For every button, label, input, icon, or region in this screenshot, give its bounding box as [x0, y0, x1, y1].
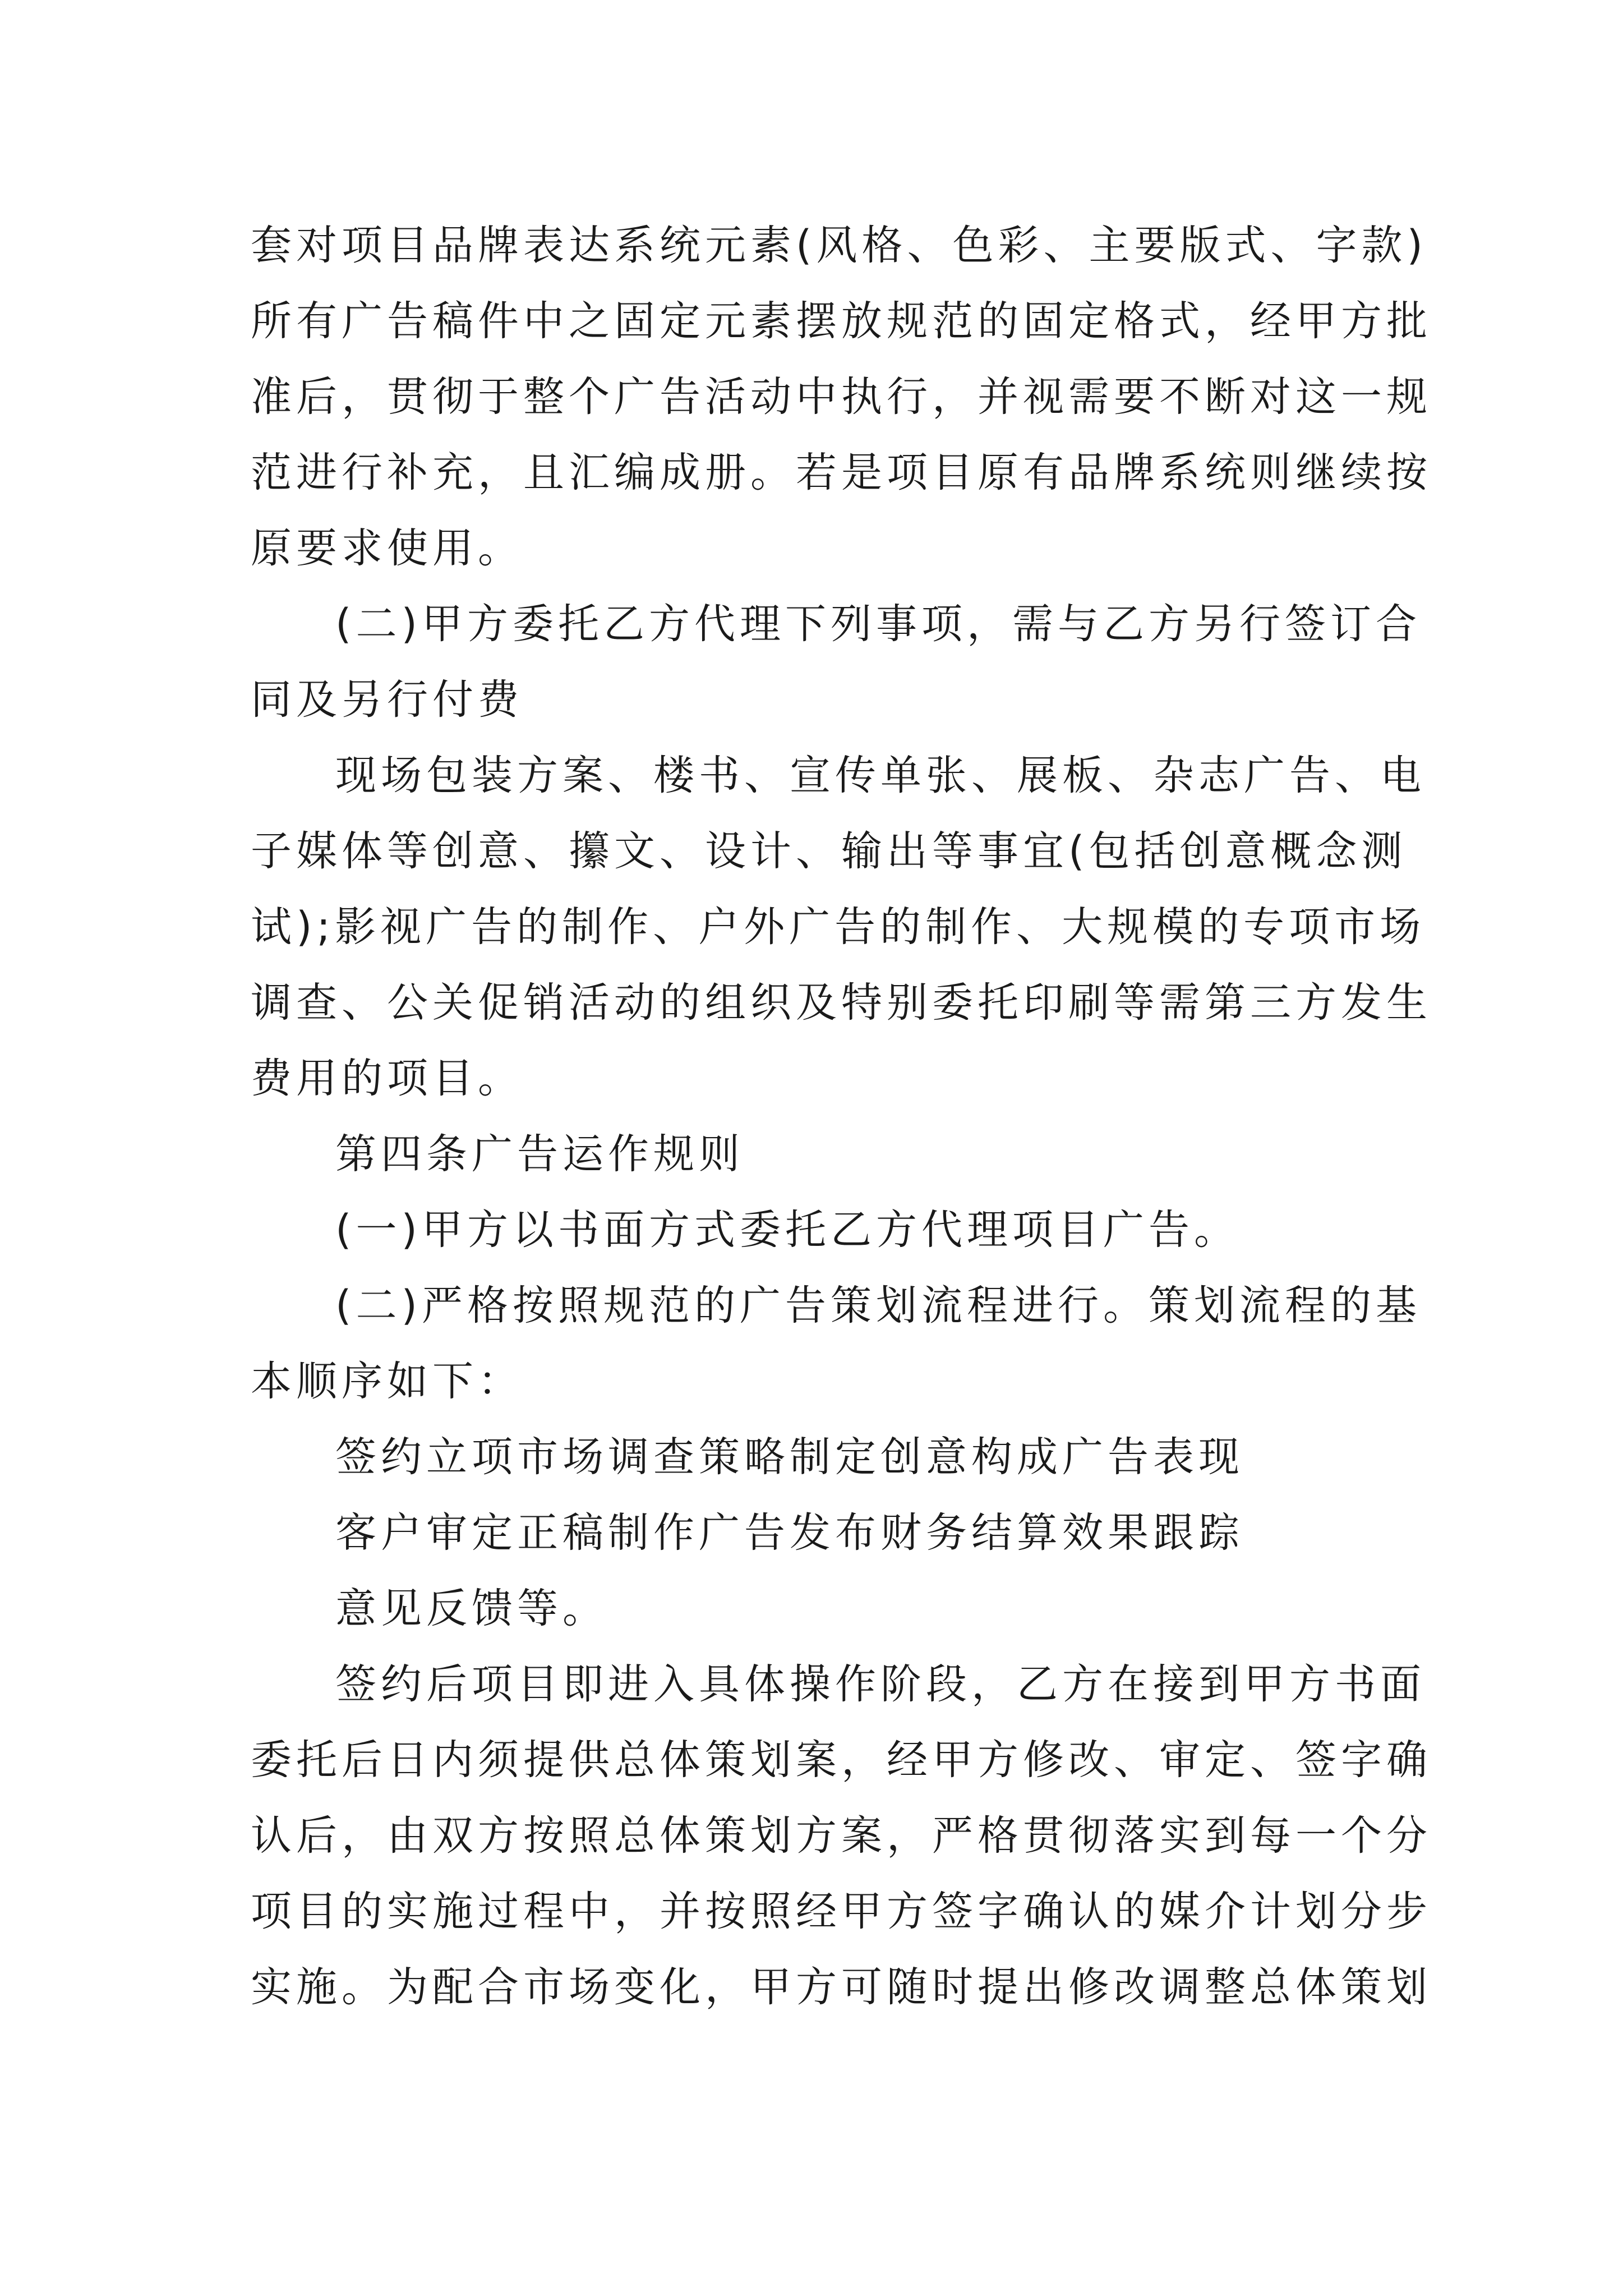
article-heading: 第四条广告运作规则	[335, 1130, 744, 1178]
paragraph-line: 范进行补充，且汇编成册。若是项目原有品牌系统则继续按	[251, 449, 1432, 496]
process-line: 签约立项市场调查策略制定创意构成广告表现	[335, 1433, 1244, 1481]
paragraph-line: 调查、公关促销活动的组织及特别委托印刷等需第三方发生	[251, 979, 1432, 1027]
paragraph-line: 准后，贯彻于整个广告活动中执行，并视需要不断对这一规	[251, 373, 1432, 421]
paragraph-line: 子媒体等创意、攥文、设计、输出等事宜(包括创意概念测	[251, 827, 1407, 875]
paragraph-line: 试);影视广告的制作、户外广告的制作、大规模的专项市场	[251, 903, 1426, 951]
paragraph-line: 费用的项目。	[251, 1055, 523, 1102]
paragraph-line: 原要求使用。	[251, 524, 523, 572]
paragraph-line: 所有广告稿件中之固定元素摆放规范的固定格式，经甲方批	[251, 297, 1432, 345]
process-line: 意见反馈等。	[335, 1585, 608, 1632]
section-heading: (二)甲方委托乙方代理下列事项，需与乙方另行签订合	[335, 600, 1421, 648]
paragraph-line: 认后，由双方按照总体策划方案，严格贯彻落实到每一个分	[251, 1812, 1432, 1860]
paragraph-line: 同及另行付费	[251, 676, 523, 724]
process-line: 客户审定正稿制作广告发布财务结算效果跟踪	[335, 1509, 1244, 1557]
paragraph-line: 套对项目品牌表达系统元素(风格、色彩、主要版式、字款)	[251, 222, 1427, 269]
paragraph-line: 现场包装方案、楼书、宣传单张、展板、杂志广告、电	[335, 752, 1426, 799]
paragraph-line: 本顺序如下：	[251, 1358, 523, 1405]
paragraph-line: 项目的实施过程中，并按照经甲方签字确认的媒介计划分步	[251, 1888, 1432, 1935]
paragraph-line: (二)严格按照规范的广告策划流程进行。策划流程的基	[335, 1282, 1421, 1329]
paragraph-line: 委托后日内须提供总体策划案，经甲方修改、审定、签字确	[251, 1736, 1432, 1784]
paragraph-line: (一)甲方以书面方式委托乙方代理项目广告。	[335, 1206, 1239, 1254]
paragraph-line: 签约后项目即进入具体操作阶段，乙方在接到甲方书面	[335, 1660, 1426, 1708]
paragraph-line: 实施。为配合市场变化，甲方可随时提出修改调整总体策划	[251, 1963, 1432, 2011]
